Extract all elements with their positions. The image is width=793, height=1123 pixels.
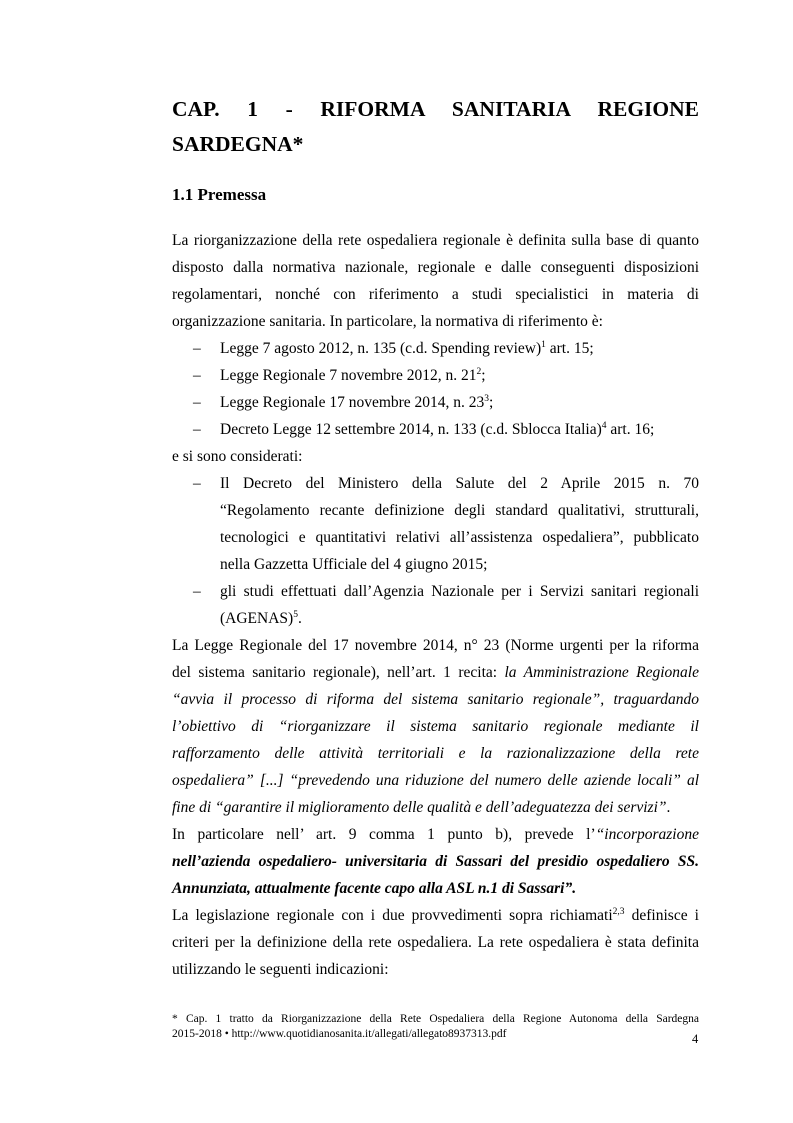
list-item-after: . <box>297 610 302 627</box>
quoted-text: la Amministrazione Regionale <box>504 664 699 681</box>
list-item-after: ; <box>481 367 486 384</box>
quoted-line: l’obiettivo di “riorganizzare il sistema sanitario regionale mediante il <box>172 718 699 735</box>
list-item-line: nella Gazzetta Ufficiale del 4 giugno 2015; <box>220 556 488 573</box>
page-number: 4 <box>692 1032 699 1046</box>
quoted-line: nell’azienda ospedaliero- universitaria di Sassari del presidio ospedaliero SS. <box>172 853 699 870</box>
footnote-line: * Cap. 1 tratto da Riorganizzazione della Rete Ospedaliera della Regione Autonoma della Sardegna <box>172 1013 699 1025</box>
chapter-title <box>172 92 699 162</box>
list-item-text: (AGENAS) <box>220 610 294 627</box>
paragraph-line <box>172 902 699 929</box>
footnote-ref: 2,3 <box>612 907 625 917</box>
paragraph-line: criteri per la definizione della rete ospedaliera. La rete ospedaliera è stata definita <box>172 934 699 951</box>
dash-bullet: – <box>193 394 201 411</box>
quoted-line: ospedaliera” [...] “prevedendo una riduzione del numero delle aziende locali” al <box>172 772 699 789</box>
list-item-after: art. 16; <box>606 421 655 438</box>
footnote-ref: 1 <box>541 340 546 350</box>
footnote-ref: 4 <box>601 421 607 431</box>
plain-text: In particolare nell’ art. 9 comma 1 punto b), prevede l’ <box>172 826 596 843</box>
intro-line: disposto dalla normativa nazionale, regionale e dalle conseguenti disposizioni <box>172 259 699 276</box>
list-item-text: Legge 7 agosto 2012, n. 135 (c.d. Spending review) <box>220 340 542 357</box>
list-item-line: tecnologici e quantitativi relativi all’assistenza ospedaliera”, pubblicato <box>220 529 699 546</box>
dash-bullet: – <box>193 421 201 438</box>
list-item <box>172 578 699 632</box>
chapter-title-line2: SARDEGNA* <box>172 132 304 156</box>
paragraph-line: La Legge Regionale del 17 novembre 2014, n° 23 (Norme urgenti per la riforma <box>172 637 699 654</box>
considered-intro: e si sono considerati: <box>172 448 303 465</box>
list-item-line: Il Decreto del Ministero della Salute del 2 Aprile 2015 n. 70 <box>220 475 699 492</box>
plain-text: definisce i <box>624 907 699 924</box>
list-item-after: art. 15; <box>545 340 594 357</box>
dash-bullet: – <box>193 583 201 600</box>
legislation-list <box>172 335 699 443</box>
plain-text: La legislazione regionale con i due provvedimenti sopra richiamati <box>172 907 613 924</box>
list-item <box>172 389 699 416</box>
footnote-ref: 2 <box>476 367 482 377</box>
quoted-line: “avvia il processo di riforma del sistema sanitario regionale”, traguardando <box>172 691 699 708</box>
list-item <box>172 470 699 578</box>
plain-text: . <box>666 799 671 816</box>
paragraph-line <box>172 821 699 848</box>
intro-paragraph <box>172 227 699 335</box>
paragraph-line: utilizzando le seguenti indicazioni: <box>172 961 389 978</box>
list-item-text: Decreto Legge 12 settembre 2014, n. 133 (c.d. Sblocca Italia) <box>220 421 602 438</box>
section-heading: 1.1 Premessa <box>172 185 267 204</box>
list-item <box>172 416 699 443</box>
considered-list <box>172 470 699 632</box>
dash-bullet: – <box>193 475 201 492</box>
dash-bullet: – <box>193 367 201 384</box>
art9-paragraph <box>172 821 699 902</box>
footnote-ref: 5 <box>293 610 298 620</box>
list-item-line: “Regolamento recante definizione degli standard qualitativi, strutturali, <box>220 502 699 519</box>
intro-line: regolamentari, nonché con riferimento a studi specialistici in materia di <box>172 286 699 303</box>
paragraph-line <box>172 794 699 821</box>
chapter-title-line1: CAP. 1 - RIFORMA SANITARIA REGIONE <box>172 97 699 121</box>
legge-paragraph <box>172 632 699 821</box>
quoted-line: Annunziata, attualmente facente capo alla ASL n.1 di Sassari”. <box>172 880 577 897</box>
list-item-line <box>220 605 699 632</box>
dash-bullet: – <box>193 340 201 357</box>
quoted-text: fine di “garantire il miglioramento delle qualità e dell’adeguatezza dei servizi” <box>172 799 667 816</box>
intro-line: organizzazione sanitaria. In particolare, la normativa di riferimento è: <box>172 313 603 330</box>
list-item-after: ; <box>489 394 494 411</box>
footnote-line: 2015-2018 • http://www.quotidianosanita.it/allegati/allegato8937313.pdf <box>172 1028 507 1040</box>
intro-line: La riorganizzazione della rete ospedaliera regionale è definita sulla base di quanto <box>172 232 699 249</box>
list-item-text: Legge Regionale 7 novembre 2012, n. 21 <box>220 367 477 384</box>
quoted-line: rafforzamento delle attività territoriali e la razionalizzazione della rete <box>172 745 699 762</box>
footnote <box>172 1012 699 1042</box>
list-item-text: Legge Regionale 17 novembre 2014, n. 23 <box>220 394 485 411</box>
list-item <box>172 335 699 362</box>
footnote-ref: 3 <box>484 394 490 404</box>
body-text <box>172 227 699 983</box>
quoted-text: “incorporazione <box>595 826 699 843</box>
closing-paragraph <box>172 902 699 983</box>
list-item <box>172 362 699 389</box>
list-item-line: gli studi effettuati dall’Agenzia Nazionale per i Servizi sanitari regionali <box>220 583 699 600</box>
paragraph-line <box>172 659 699 686</box>
plain-text: del sistema sanitario regionale), nell’art. 1 recita: <box>172 664 505 681</box>
